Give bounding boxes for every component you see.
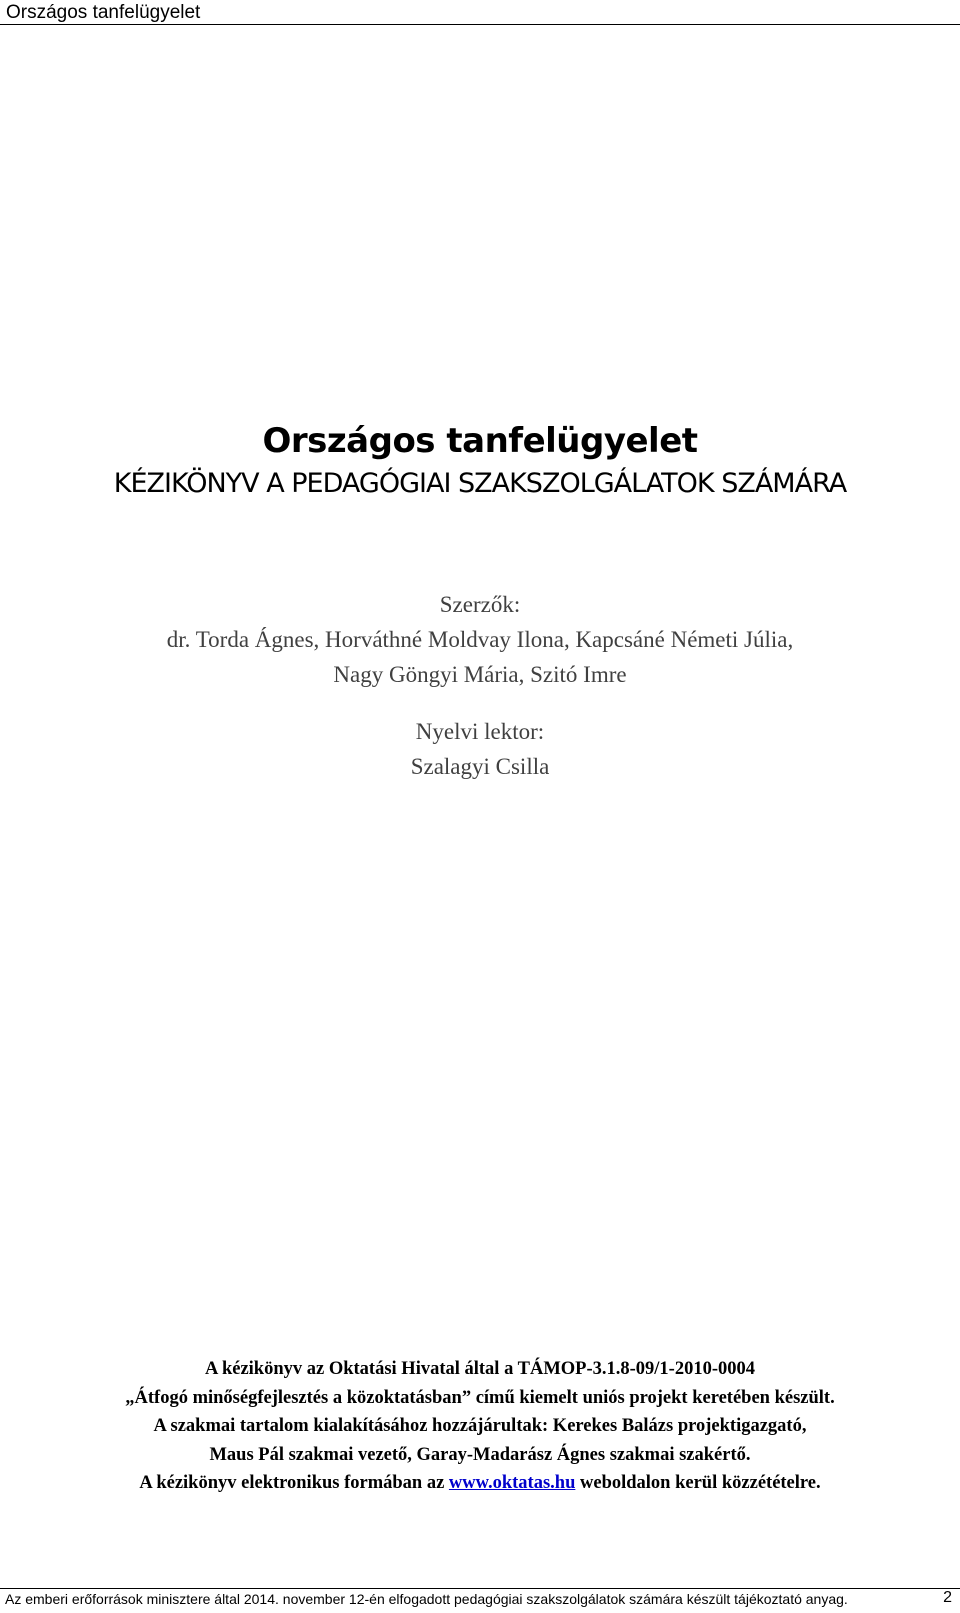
document-subtitle: KÉZIKÖNYV A PEDAGÓGIAI SZAKSZOLGÁLATOK SZÁMÁRA	[113, 468, 847, 499]
project-note-line-3: A szakmai tartalom kialakításához hozzájárultak: Kerekes Balázs projektigazgató,	[153, 1416, 807, 1436]
project-note-line-1: A kézikönyv az Oktatási Hivatal által a TÁMOP-3.1.8-09/1-2010-0004	[204, 1359, 755, 1379]
header-divider	[0, 24, 960, 25]
document-title: Országos tanfelügyelet	[262, 421, 698, 461]
publication-text-before: A kézikönyv elektronikus formában az	[139, 1473, 449, 1493]
page-number: 2	[943, 1589, 952, 1606]
title-block	[0, 418, 960, 504]
project-note	[0, 1355, 960, 1498]
lector-name: Szalagyi Csilla	[410, 754, 550, 779]
project-note-line-4: Maus Pál szakmai vezető, Garay-Madarász Ágnes szakmai szakértő.	[209, 1444, 751, 1465]
authors-label: Szerzők:	[439, 592, 521, 617]
project-note-line-5	[0, 1469, 960, 1498]
project-note-line-2: „Átfogó minőségfejlesztés a közoktatásban” című kiemelt uniós projekt keretében készült.	[125, 1387, 835, 1408]
footer-divider	[0, 1588, 960, 1589]
publication-text-after: weboldalon kerül közzétételre.	[575, 1473, 821, 1493]
authors-line-2: Nagy Göngyi Mária, Szitó Imre	[333, 662, 627, 687]
credits-spacer	[0, 692, 960, 714]
running-header: Országos tanfelügyelet	[6, 2, 201, 23]
lector-label: Nyelvi lektor:	[415, 719, 545, 744]
oktatas-link[interactable]: www.oktatas.hu	[448, 1473, 576, 1493]
authors-line-1: dr. Torda Ágnes, Horváthné Moldvay Ilona, Kapcsáné Németi Júlia,	[166, 627, 794, 652]
footer-text: Az emberi erőforrások minisztere által 2014. november 12-én elfogadott pedagógiai szakszolgálatok számára készült tájékoztató anyag.	[5, 1591, 848, 1607]
credits-block	[0, 587, 960, 784]
